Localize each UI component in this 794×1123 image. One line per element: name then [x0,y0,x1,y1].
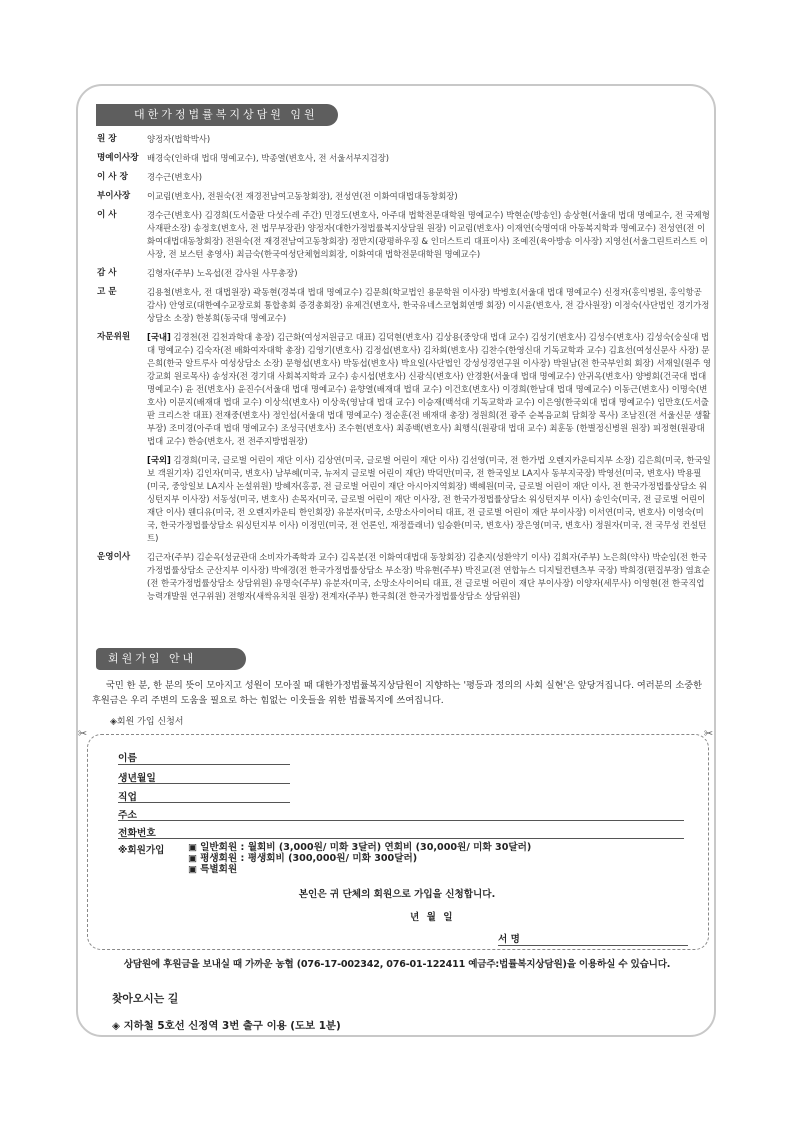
date-line: 년 월 일 [410,912,453,923]
option-regular-member[interactable]: ▣ 일반회원 : 월회비 (3,000원/ 미화 3달러) 연회비 (30,000원/ 미화 30달러) [188,842,531,853]
officer-names-text: [국내] 김경천(전 김천과학대 총장) 김근화(여성저원금고 대표) 김덕현(변호사) 김상용(중앙대 법대 교수) 김성기(변호사) 김성수(변호사) 김성숙(숭실대 법대 명예교수) 김숙자(전 배화여자대학 총장) 김영기(변호사) 김정섭(변호사) 김차회(변호사) 김찬수(한영신대 기독교학과 교수) 김효선(여성신문사 사장) 문은희(한국 알트루사 여성상담소 소장) 문형섭(변호사) 박동섭(변호사) 박요일(사단법인 강성성경연구원 이사장) 박원남(전 한국부인회 회장) 서재일(원주 영강교회 원로목사) 송성자(전 경기대 사회복지학과 교수) 송시섭(변호사) 신광식(변호사) 안경환(서울대 법대 명예교수) 안귀옥(변호사) 양병회(건국대 법대 명예교수) 윤 전(변호사) 윤진수(서울대 법대 명예교수) 윤향열(배재대 법대 교수) 이건호(변호사) 이경희(한남대 법대 명예교수) 이동근(변호사) 이명숙(변호사) 이문지(배재대 법대 교수) 이상석(변호사) 이상욱(영남대 법대 교수) 이승재(백석대 기독교학과 교수) 이은영(한국외대 법대 명예교수) 임만호(도서출판 크리스찬 대표) 전재중(변호사) 정인섭(서울대 법대 명예교수) 정순훈(전 배재대 총장) 정원희(전 광주 순복음교회 담회장 목사) 조남진(전 서울신문 생활부장) 조미경(아주대 법대 명예교수) 조성극(변호사) 조수현(변호사) 최종백(변호사) 최행식(원광대 법대 교수) 최훈동 (한별정신병원 원장) 피정현(원광대 법대 교수) 한승(변호사, 전 전주지방법원장) [147,332,712,446]
option-lifetime-member[interactable]: ▣ 평생회원 : 평생회비 (300,000원/ 미화 300달러) [188,853,531,864]
officer-names [147,331,712,545]
officer-row [97,152,712,165]
birth-field[interactable] [118,783,290,784]
job-label: 직업 [118,792,137,803]
membership-section-title: 회원가입 안내 [96,648,246,670]
membership-type-label: ※회원가입 [118,845,165,856]
officer-row [97,551,712,603]
officer-role-label: 자문위원 [97,332,131,342]
officer-names [147,267,712,280]
signature-field[interactable] [498,945,688,946]
officer-role-label: 운영이사 [97,552,131,562]
directions-title: 찾아오시는 길 [112,992,179,1005]
signature-label: 서 명 [498,934,520,945]
officer-names [147,152,712,165]
officer-names [147,551,712,603]
officer-names [147,209,712,261]
officers-section-title: 대한가정법률복지상담원 임원 [96,104,338,126]
officers-list [97,133,712,609]
option-special-member[interactable]: ▣ 특별회원 [188,864,531,875]
region-tag: [국외] [147,455,171,465]
officer-role-label: 원 장 [97,134,117,144]
officer-role-label: 감 사 [97,268,117,278]
membership-intro: 국민 한 분, 한 분의 뜻이 모아지고 성원이 모아질 때 대한가정법률복지상담원이 지향하는 '평등과 정의의 사회 실현'은 앞당겨집니다. 여러분의 소중한 후원금은 우리 주변의 도움을 필요로 하는 힘없는 이웃들을 위한 법률복지에 쓰여집니다. [92,680,702,706]
officer-row [97,209,712,261]
officer-role-label: 이 사 [97,210,117,220]
address-label: 주소 [118,810,137,821]
officer-names-text: 배경숙(인하대 법대 명예교수), 박종열(변호사, 전 서울서부지검장) [147,153,390,163]
scissors-icon: ✂ [78,727,88,740]
name-label: 이름 [118,753,137,764]
officer-row [97,171,712,184]
officer-role-label: 고 문 [97,287,117,297]
officer-row [97,133,712,146]
officer-role-label: 명예이사장 [97,153,139,163]
birth-label: 생년월일 [118,773,156,784]
officer-names-text: 이교림(변호사), 전원숙(전 재경전남여고동창회장), 전성연(전 이화여대법대동창회장) [147,191,458,201]
scissors-icon: ✂ [704,727,714,740]
directions-text: ◈ 지하철 5호선 신정역 3번 출구 이용 (도보 1분) [112,1020,341,1032]
name-field[interactable] [118,764,290,765]
phone-label: 전화번호 [118,828,156,839]
form-caption: ◈회원 가입 신청서 [110,717,184,727]
officer-names [147,133,712,146]
officer-names-text: 경수근(변호사) 김경희(도서출판 다섯수레 주간) 민경도(변호사, 아주대 법학전문대학원 명예교수) 박현순(방송인) 송상현(서울대 법대 명예교수, 전 국제형사재판소장) 송정호(변호사, 전 법무부장관) 양정자(대한가정법률복지상담원 원장) 이교림(변호사) 이재연(숙명여대 아동복지학과 명예교수) 전성연(전 이화여대법대동창회장) 전원숙(전 재경전남여고동창회장) 정만지(광평하우징 & 인더스트리 대표이사) 조예진(육아방송 이사장) 지영선(서울그린트러스트 이사장, 전 보스턴 총영사) 최금숙(한국여성단체협의회장, 이화여대 법학전문대학원 명예교수) [147,210,710,259]
bank-account-info: 상담원에 후원금을 보내실 때 가까운 농협 (076-17-002342, 076-01-122411 예금주:법률복지상담원)을 이용하실 수 있습니다. [123,959,671,970]
region-tag: [국내] [147,332,171,342]
officer-row [97,331,712,545]
membership-options [188,842,531,875]
address-field[interactable] [118,820,684,821]
apply-statement: 본인은 귀 단체의 회원으로 가입을 신청합니다. [298,889,496,900]
officer-row [97,286,712,325]
officer-names-text: 양정자(법학박사) [147,134,211,144]
officer-names [147,171,712,184]
officer-role-label: 이 사 장 [97,172,128,182]
officer-role-label: 부이사장 [97,191,131,201]
officer-row [97,267,712,280]
job-field[interactable] [118,802,290,803]
officer-names-text: 김근자(주부) 김순옥(성균관대 소비자가족학과 교수) 김옥분(전 이화여대법대 동창회장) 김춘지(성환약기 이사) 김희자(주부) 노은희(약사) 박순임(전 한국가정법률상담소 군산지부 이사장) 박애경(전 한국가정법률상담소 부소장) 박유현(주부) 박진교(전 연합뉴스 디지털컨텐츠부 국장) 박희경(편집부장) 염효순(전 한국가정법률상담소 상담위원) 유명숙(주부) 유분자(미국, 소망소사이어티 대표, 전 글로벌 어린이 재단 부이사장) 이양자(세무사) 이영현(전 한국직업능력개발원 연구위원) 전행자(새싹유치원 원장) 전계자(주부) 한국희(전 한국가정법률상담소 상담위원) [147,552,710,601]
officer-names-text: [국외] 김경희(미국, 글로벌 어린이 재단 이사) 김상연(미국, 글로벌 어린이 재단 이사) 김선영(미국, 전 한가법 오렌지카운티지부 소장) 김은희(미국, 한국일보 객원기자) 김인자(미국, 변호사) 남부혜(미국, 뉴저지 글로벌 어린이 재단) 박덕만(미국, 전 한국일보 LA지사 동부지국장) 박영선(미국, 변호사) 박용필(미국, 중앙일보 LA지사 논설위원) 방혜자(홍콩, 전 글로벌 어린이 재단 아시아지역회장) 백혜원(미국, 글로벌 어린이 재단 이사, 전 한국가정법률상담소 워싱턴지부 이사장) 서동성(미국, 변호사) 손목자(미국, 글로벌 어린이 재단 이사장, 전 한국가정법률상담소 워싱턴지부 이사) 송인숙(미국, 전 글로벌 어린이 재단 이사) 웬디유(미국, 전 오렌지카운티 한인회장) 유분자(미국, 소망소사이어티 대표, 전 글로벌 어린이 재단 부이사장) 이서연(미국, 변호사) 이영숙(미국, 한국가정법률상담소 워싱턴지부 이사) 이정민(미국, 전 언론인, 재정플래너) 임승환(미국, 변호사) 장은영(미국, 변호사) 정원자(미국, 전 국무성 컨설턴트) [147,455,711,543]
officer-names [147,190,712,203]
officer-names [147,286,712,325]
officer-names-text: 김용철(변호사, 전 대법원장) 곽동현(경북대 법대 명예교수) 김문희(학교법인 용문학원 이사장) 박병호(서울대 법대 명예교수) 신정자(홍익병원, 홍익항공 감사) 안영로(대한예수교장로회 통합총회 증경총회장) 유제건(변호사, 한국유네스코협회연맹 회장) 이시윤(변호사, 전 감사원장) 이정숙(사단법인 경기가정상담소 소장) 한봉희(동국대 명예교수) [147,287,710,323]
officer-names-text: 경수근(변호사) [147,172,203,182]
officer-row [97,190,712,203]
officer-names-text: 김형자(주부) 노옥섭(전 감사원 사무총장) [147,268,298,278]
phone-field[interactable] [118,838,684,839]
